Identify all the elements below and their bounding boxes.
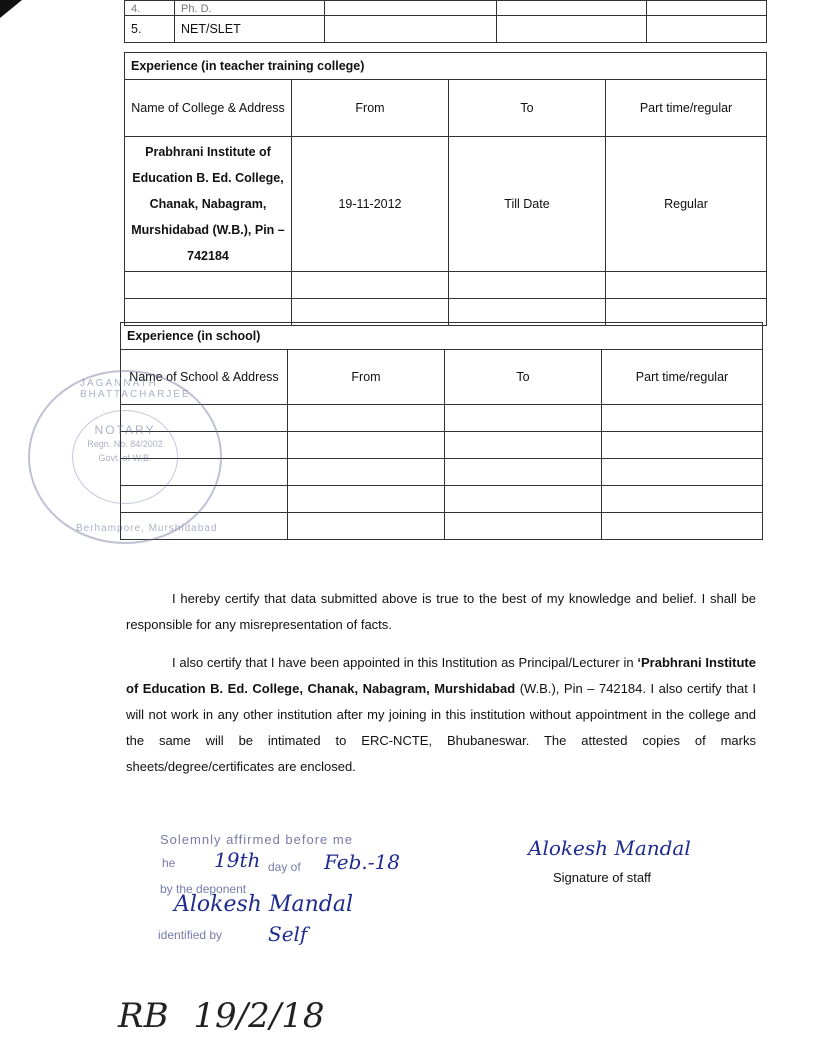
from-cell: 19-11-2012 — [292, 137, 449, 272]
table-row — [121, 405, 763, 432]
stamp-ring-bottom: Berhampore, Murshidabad — [76, 523, 218, 534]
attestation-signature — [118, 996, 324, 1036]
column-header: From — [292, 80, 449, 137]
column-header: Name of School & Address — [121, 350, 288, 405]
initials: RB — [118, 996, 169, 1036]
row-number: 4. — [125, 1, 175, 16]
scan-corner-mark — [0, 0, 22, 18]
certification-paragraph: I hereby certify that data submitted above is true to the best of my knowledge and belief. I shall be responsible for any misrepresentation of facts. — [126, 591, 756, 632]
column-header: Part time/regular — [606, 80, 767, 137]
stamp-ring-top: JAGANNATH BHATTACHARJEE — [80, 378, 191, 400]
staff-signature: Alokesh Mandal — [528, 836, 691, 860]
affirm-line: Solemnly affirmed before me — [160, 832, 353, 847]
stamp-line: Govt. of W.B. — [98, 453, 152, 463]
column-header: Name of College & Address — [125, 80, 292, 137]
stamp-title: NOTARY — [94, 423, 156, 437]
college-experience-table — [124, 52, 767, 326]
section-heading-row — [121, 323, 763, 350]
affirm-line: he — [162, 856, 176, 870]
handwritten-day: 19th — [214, 848, 261, 872]
column-header: To — [449, 80, 606, 137]
section-title: Experience (in school) — [121, 323, 763, 350]
handwritten-date: Feb.-18 — [324, 850, 400, 874]
column-header: From — [288, 350, 445, 405]
table-row — [121, 486, 763, 513]
notary-stamp — [28, 370, 222, 544]
affirm-line: day of — [268, 860, 301, 874]
column-header: Part time/regular — [602, 350, 763, 405]
college-name-cell: Prabhrani Institute of Education B. Ed. College, Chanak, Nabagram, Murshidabad (W.B.), Pin – 742184 — [125, 137, 292, 272]
institution-name: ‘Prabhrani Institute of Education B. Ed. College, Chanak, Nabagram, Murshidabad — [126, 655, 756, 696]
to-cell: Till Date — [449, 137, 606, 272]
stamp-center — [72, 410, 178, 504]
table-row — [125, 16, 767, 43]
section-title: Experience (in teacher training college) — [125, 53, 767, 80]
affirm-line: by the deponent — [160, 882, 247, 896]
header-row — [125, 80, 767, 137]
signature-label: Signature of staff — [553, 870, 652, 885]
handwritten-deponent: Alokesh Mandal — [174, 892, 354, 917]
qualification-table — [124, 0, 767, 43]
table-row — [125, 272, 767, 299]
row-label: Ph. D. — [175, 1, 325, 16]
affirmation-stamp — [158, 830, 428, 950]
row-number: 5. — [125, 16, 175, 43]
section-heading-row — [125, 53, 767, 80]
attestation-date: 19/2/18 — [193, 996, 325, 1036]
stamp-line: Regn. No. 84/2002 — [87, 439, 163, 449]
handwritten-identifier: Self — [268, 922, 308, 946]
affirm-line: identified by — [158, 928, 223, 942]
type-cell: Regular — [606, 137, 767, 272]
column-header: To — [445, 350, 602, 405]
table-row — [125, 137, 767, 272]
table-row — [125, 1, 767, 16]
row-label: NET/SLET — [175, 16, 325, 43]
appointment-paragraph: I also certify that I have been appointed in this Institution as Principal/Lecturer in ‘Prabhrani Institute of Education B. Ed. College, Chanak, Nabagram, Murshidabad (W.B.), Pin – 742184. I also certify that I will not work in any other institution after my joining in this institution without appointment in the college and the same will be intimated to ERC-NCTE, Bhubaneswar. The attested copies of marks sheets/degree/certificates are enclosed. — [126, 655, 756, 774]
